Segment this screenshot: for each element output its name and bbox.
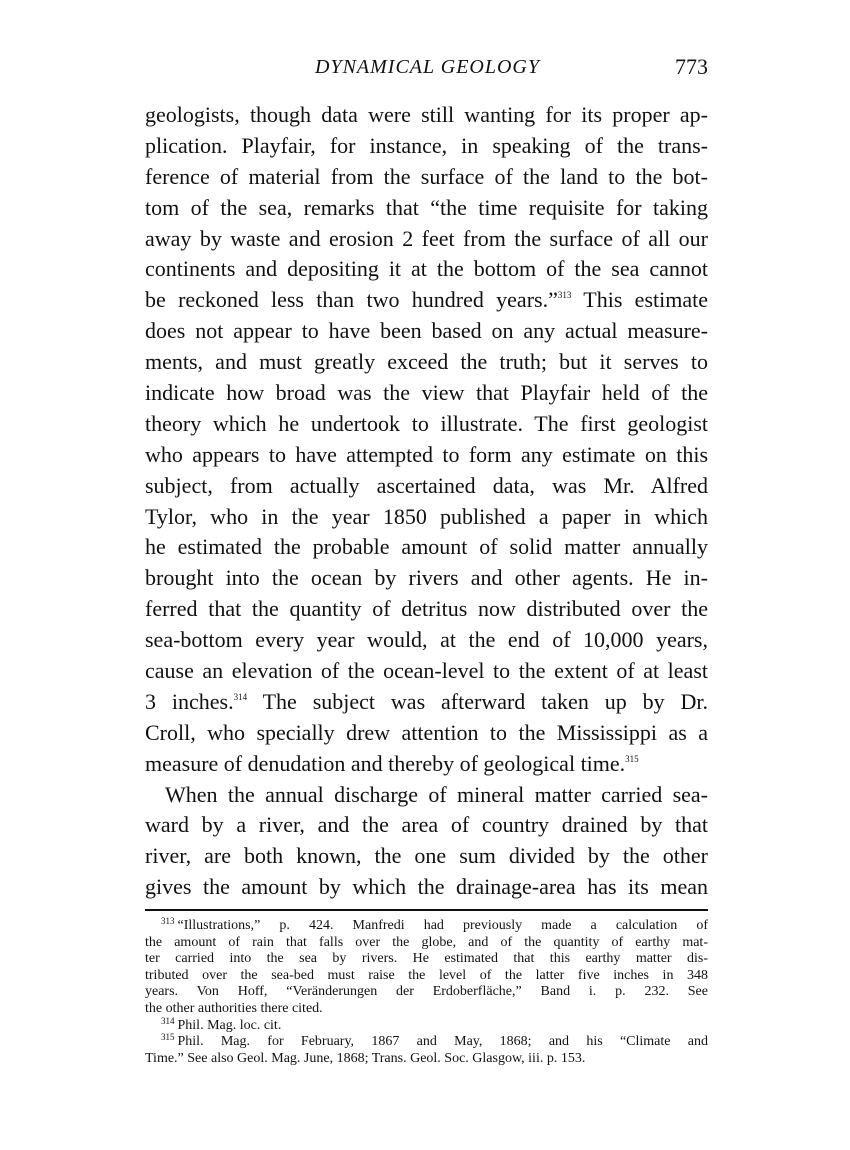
text-line: Tylor, who in the year 1850 published a paper in which xyxy=(145,503,708,529)
footnote-line: years. Von Hoff, “Veränderungen der Erdoberfläche,” Band i. p. 232. See xyxy=(145,984,708,1000)
text-line: ferred that the quantity of detritus now distributed over the xyxy=(145,596,708,622)
footnote-line: the amount of rain that falls over the globe, and of the quantity of earthy mat- xyxy=(145,934,708,950)
text-line xyxy=(145,285,708,316)
text-line: tom of the sea, remarks that “the time requisite for taking xyxy=(145,194,708,220)
text-line: plication. Playfair, for instance, in speaking of the trans- xyxy=(145,132,708,158)
footnote-line: tributed over the sea-bed must raise the level of the latter five inches in 348 xyxy=(145,967,708,983)
footnote-text: Phil. Mag. loc. cit. xyxy=(177,1017,282,1033)
footnotes xyxy=(145,918,708,1067)
text-segment: This estimate xyxy=(583,287,708,313)
text-line xyxy=(145,687,708,718)
text-segment: measure of denudation and thereby of geological time. xyxy=(145,750,626,776)
text-line: Croll, who specially drew attention to the Mississippi as a xyxy=(145,719,708,745)
footnote-ref: 313 xyxy=(557,290,572,301)
page-number: 773 xyxy=(675,54,708,79)
footnote-number: 315 xyxy=(161,1032,175,1043)
footnote-number: 313 xyxy=(161,916,175,926)
text-line: does not appear to have been based on any actual measure- xyxy=(145,318,708,344)
text-line: cause an elevation of the ocean-level to the extent of at least xyxy=(145,658,708,684)
footnote-ref: 314 xyxy=(233,691,248,702)
text-line: When the annual discharge of mineral matter carried sea- xyxy=(165,781,708,807)
footnote-divider xyxy=(145,909,708,911)
footnote-text: Phil. Mag. for February, 1867 and May, 1868; and his “Climate and xyxy=(177,1034,708,1050)
text-line: gives the amount by which the drainage-area has its mean xyxy=(145,874,708,900)
text-line: ments, and must greatly exceed the truth; but it serves to xyxy=(145,349,708,375)
footnote-line: the other authorities there cited. xyxy=(145,1000,323,1016)
footnote-line: ter carried into the sea by rivers. He estimated that this earthy matter dis- xyxy=(145,951,708,967)
footnote-number: 314 xyxy=(161,1015,175,1026)
text-line: river, are both known, the one sum divided by the other xyxy=(145,843,708,869)
body-text xyxy=(145,100,708,903)
text-line: ference of material from the surface of the land to the bot- xyxy=(145,163,708,189)
running-head xyxy=(145,56,708,86)
footnote-line: Time.” See also Geol. Mag. June, 1868; Trans. Geol. Soc. Glasgow, iii. p. 153. xyxy=(145,1050,586,1066)
text-line: geologists, though data were still wanting for its proper ap- xyxy=(145,102,708,127)
text-line: subject, from actually ascertained data, was Mr. Alfred xyxy=(145,472,708,498)
running-title: DYNAMICAL GEOLOGY xyxy=(315,56,540,78)
text-line: he estimated the probable amount of solid matter annually xyxy=(145,534,708,560)
text-line: indicate how broad was the view that Playfair held of the xyxy=(145,380,708,406)
footnote-line xyxy=(145,1034,708,1051)
footnote-line xyxy=(145,918,708,935)
text-line: sea-bottom every year would, at the end of 10,000 years, xyxy=(145,627,708,653)
text-segment: The subject was afterward taken up by Dr. xyxy=(262,688,709,714)
text-line xyxy=(145,749,708,780)
text-line: ward by a river, and the area of country drained by that xyxy=(145,812,708,838)
footnote-line xyxy=(145,1015,708,1035)
footnote-text: “Illustrations,” p. 424. Manfredi had previously made a calculation of xyxy=(177,918,708,933)
text-segment: 3 inches. xyxy=(145,688,234,714)
text-line: continents and depositing it at the bottom of the sea cannot xyxy=(145,256,708,282)
text-line: theory which he undertook to illustrate. The first geologist xyxy=(145,410,708,436)
text-line: who appears to have attempted to form any estimate on this xyxy=(145,441,708,467)
text-segment: be reckoned less than two hundred years.” xyxy=(145,287,558,313)
footnote-ref: 315 xyxy=(625,753,639,764)
text-line: brought into the ocean by rivers and other agents. He in- xyxy=(145,565,708,591)
text-line: away by waste and erosion 2 feet from the surface of all our xyxy=(145,225,708,251)
